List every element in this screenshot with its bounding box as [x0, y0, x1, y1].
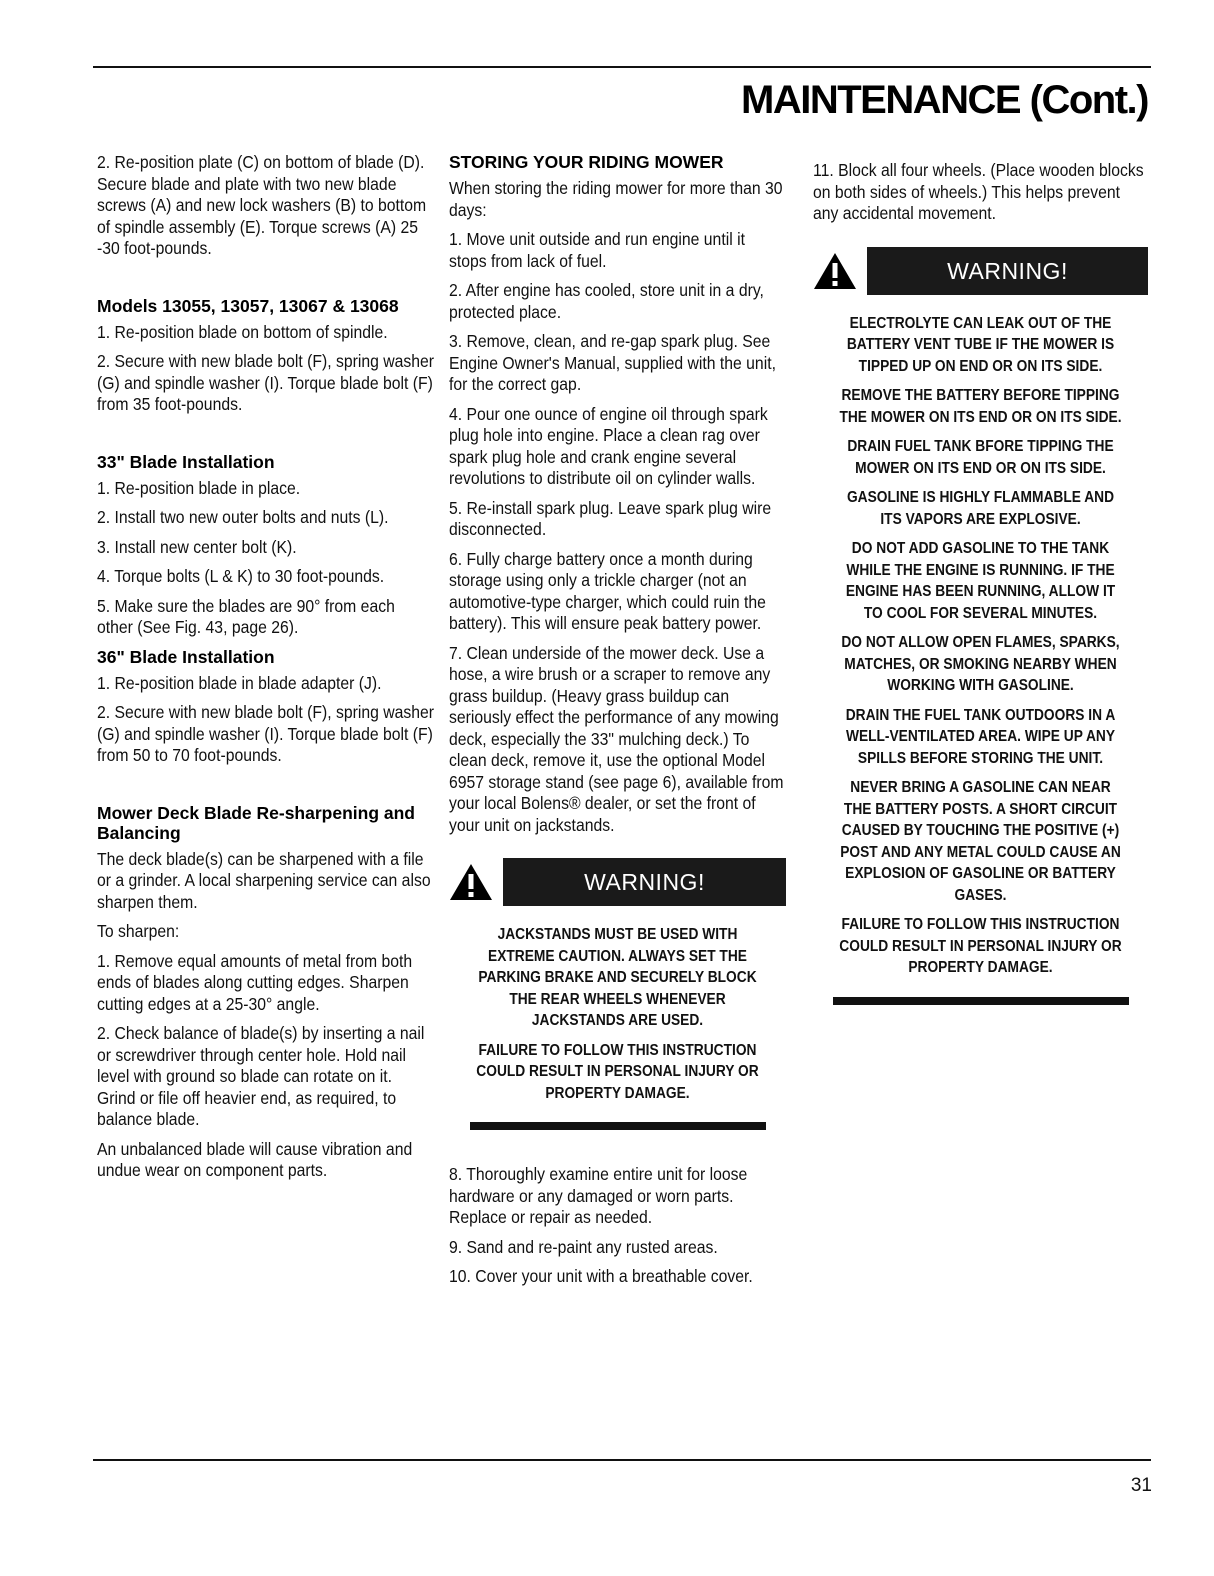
list-item: 10. Cover your unit with a breathable cover. — [449, 1266, 753, 1286]
column-battery-warning — [813, 152, 1148, 1005]
warning-text: DO NOT ADD GASOLINE TO THE TANK WHILE THE ENGINE IS RUNNING. IF THE ENGINE HAS BEEN RUNNING, ALLOW IT TO COOL FOR SEVERAL MINUTES. — [845, 540, 1116, 622]
list-item: 4. Torque bolts (L & K) to 30 foot-pounds. — [97, 566, 385, 586]
list-item: 3. Install new center bolt (K). — [97, 536, 297, 557]
warning-text: JACKSTANDS MUST BE USED WITH EXTREME CAUTION. ALWAYS SET THE PARKING BRAKE AND SECURELY BLOCK THE REAR WHEELS WHENEVER JACKSTANDS ARE USED. — [478, 926, 757, 1029]
warning-text: DRAIN FUEL TANK BFORE TIPPING THE MOWER ON ITS END OR ON ITS SIDE. — [847, 438, 1114, 477]
paragraph: The deck blade(s) can be sharpened with a file or a grinder. A local sharpening service can also sharpen them. — [97, 848, 431, 912]
storing-heading: STORING YOUR RIDING MOWER — [449, 152, 724, 172]
warning-text: ELECTROLYTE CAN LEAK OUT OF THE BATTERY VENT TUBE IF THE MOWER IS TIPPED UP ON END OR ON ITS SIDE. — [846, 314, 1115, 375]
list-item: 1. Re-position blade in place. — [97, 477, 301, 498]
paragraph: An unbalanced blade will cause vibration and undue wear on component parts. — [97, 1138, 413, 1180]
warning-label: WARNING! — [503, 858, 786, 906]
list-item: 8. Thoroughly examine entire unit for loose hardware or any damaged or worn parts. Replace or repair as needed. — [449, 1164, 748, 1227]
paragraph: To sharpen: — [97, 921, 180, 941]
list-item: 7. Clean underside of the mower deck. Use a hose, a wire brush or a scraper to remove any grass buildup. (Heavy grass buildup can seriously effect the performance of any mowing deck, especially the 33" mulching deck.) To clean deck, remove it, use the optional Model 6957 storage stand (see page 6), available from your local Bolens® dealer, or set the front of your unit on jackstands. — [449, 642, 784, 835]
warning-text: DO NOT ALLOW OPEN FLAMES, SPARKS, MATCHES, OR SMOKING NEARBY WHEN WORKING WITH GASOLINE. — [841, 634, 1120, 694]
warning-triangle-icon — [813, 251, 857, 291]
list-item: 1. Re-position blade in blade adapter (J). — [97, 672, 382, 693]
models-heading: Models 13055, 13057, 13067 & 13068 — [97, 295, 399, 316]
column-storing — [449, 152, 786, 1296]
list-item: 2. Secure with new blade bolt (F), spring washer (G) and spindle washer (I). Torque blade bolt (F) from 35 foot-pounds. — [97, 351, 435, 414]
list-item: 5. Re-install spark plug. Leave spark plug wire disconnected. — [449, 497, 772, 539]
list-item: 3. Remove, clean, and re-gap spark plug. See Engine Owner's Manual, supplied with the unit, for the correct gap. — [449, 331, 776, 394]
list-item: 2. Secure with new blade bolt (F), spring washer (G) and spindle washer (I). Torque blade bolt (F) from 50 to 70 foot-pounds. — [97, 702, 435, 765]
storing-intro: When storing the riding mower for more than 30 days: — [449, 178, 783, 220]
jackstands-warning-header — [449, 858, 786, 906]
list-item: 2. Install two new outer bolts and nuts (L). — [97, 507, 389, 527]
warning-text: REMOVE THE BATTERY BEFORE TIPPING THE MOWER ON ITS END OR ON ITS SIDE. — [839, 387, 1122, 426]
list-item: 2. After engine has cooled, store unit in a dry, protected place. — [449, 280, 764, 322]
list-item: 1. Re-position blade on bottom of spindle. — [97, 321, 388, 342]
warning-text: NEVER BRING A GASOLINE CAN NEAR THE BATTERY POSTS. A SHORT CIRCUIT CAUSED BY TOUCHING THE POSITIVE (+) POST AND ANY METAL COULD CAUSE AN EXPLOSION OF GASOLINE OR BATTERY GASES. — [840, 779, 1121, 904]
list-item: 11. Block all four wheels. (Place wooden blocks on both sides of wheels.) This helps prevent any accidental movement. — [813, 160, 1144, 223]
header-rule — [93, 66, 1151, 68]
column-blade-installation — [97, 152, 435, 1190]
warning-text: FAILURE TO FOLLOW THIS INSTRUCTION COULD RESULT IN PERSONAL INJURY OR PROPERTY DAMAGE. — [476, 1041, 759, 1102]
intro-step: 2. Re-position plate (C) on bottom of blade (D). Secure blade and plate with two new blade screws (A) and new lock washers (B) to bottom of spindle assembly (E). Torque screws (A) 25 -30 foot-pounds. — [97, 152, 427, 258]
blade36-heading: 36" Blade Installation — [97, 646, 275, 667]
list-item: 5. Make sure the blades are 90° from each other (See Fig. 43, page 26). — [97, 595, 395, 637]
list-item: 2. Check balance of blade(s) by inserting a nail or screwdriver through center hole. Hold nail level with ground so blade can rotate on it. Grind or file off heavier end, as required, to balance blade. — [97, 1023, 425, 1129]
warning-end-rule — [470, 1122, 766, 1130]
blade33-heading: 33" Blade Installation — [97, 451, 275, 472]
page-number: 31 — [1130, 1475, 1152, 1496]
list-item: 6. Fully charge battery once a month during storage using only a trickle charger (not an automotive-type charger, which could ruin the battery). This will ensure peak battery power. — [449, 548, 766, 633]
warning-triangle-icon — [449, 862, 493, 902]
list-item: 4. Pour one ounce of engine oil through spark plug hole into engine. Place a clean rag over spark plug hole and crank engine several revolutions to distribute oil on cylinder walls. — [449, 403, 768, 488]
warning-text: FAILURE TO FOLLOW THIS INSTRUCTION COULD RESULT IN PERSONAL INJURY OR PROPERTY DAMAGE. — [839, 916, 1122, 976]
list-item: 1. Remove equal amounts of metal from both ends of blades along cutting edges. Sharpen cutting edges at a 25-30° angle. — [97, 950, 413, 1014]
battery-warning-header — [813, 247, 1148, 295]
warning-label: WARNING! — [867, 247, 1148, 295]
sharpen-heading: Mower Deck Blade Re-sharpening and Balancing — [97, 802, 415, 843]
footer-rule — [93, 1459, 1151, 1461]
list-item: 9. Sand and re-paint any rusted areas. — [449, 1236, 718, 1257]
list-item: 1. Move unit outside and run engine until it stops from lack of fuel. — [449, 229, 745, 271]
warning-text: GASOLINE IS HIGHLY FLAMMABLE AND ITS VAPORS ARE EXPLOSIVE. — [846, 489, 1115, 528]
warning-text: DRAIN THE FUEL TANK OUTDOORS IN A WELL-VENTILATED AREA. WIPE UP ANY SPILLS BEFORE STORING THE UNIT. — [845, 706, 1116, 767]
page-title: MAINTENANCE (Cont.) — [741, 78, 1148, 122]
warning-end-rule — [833, 997, 1129, 1005]
